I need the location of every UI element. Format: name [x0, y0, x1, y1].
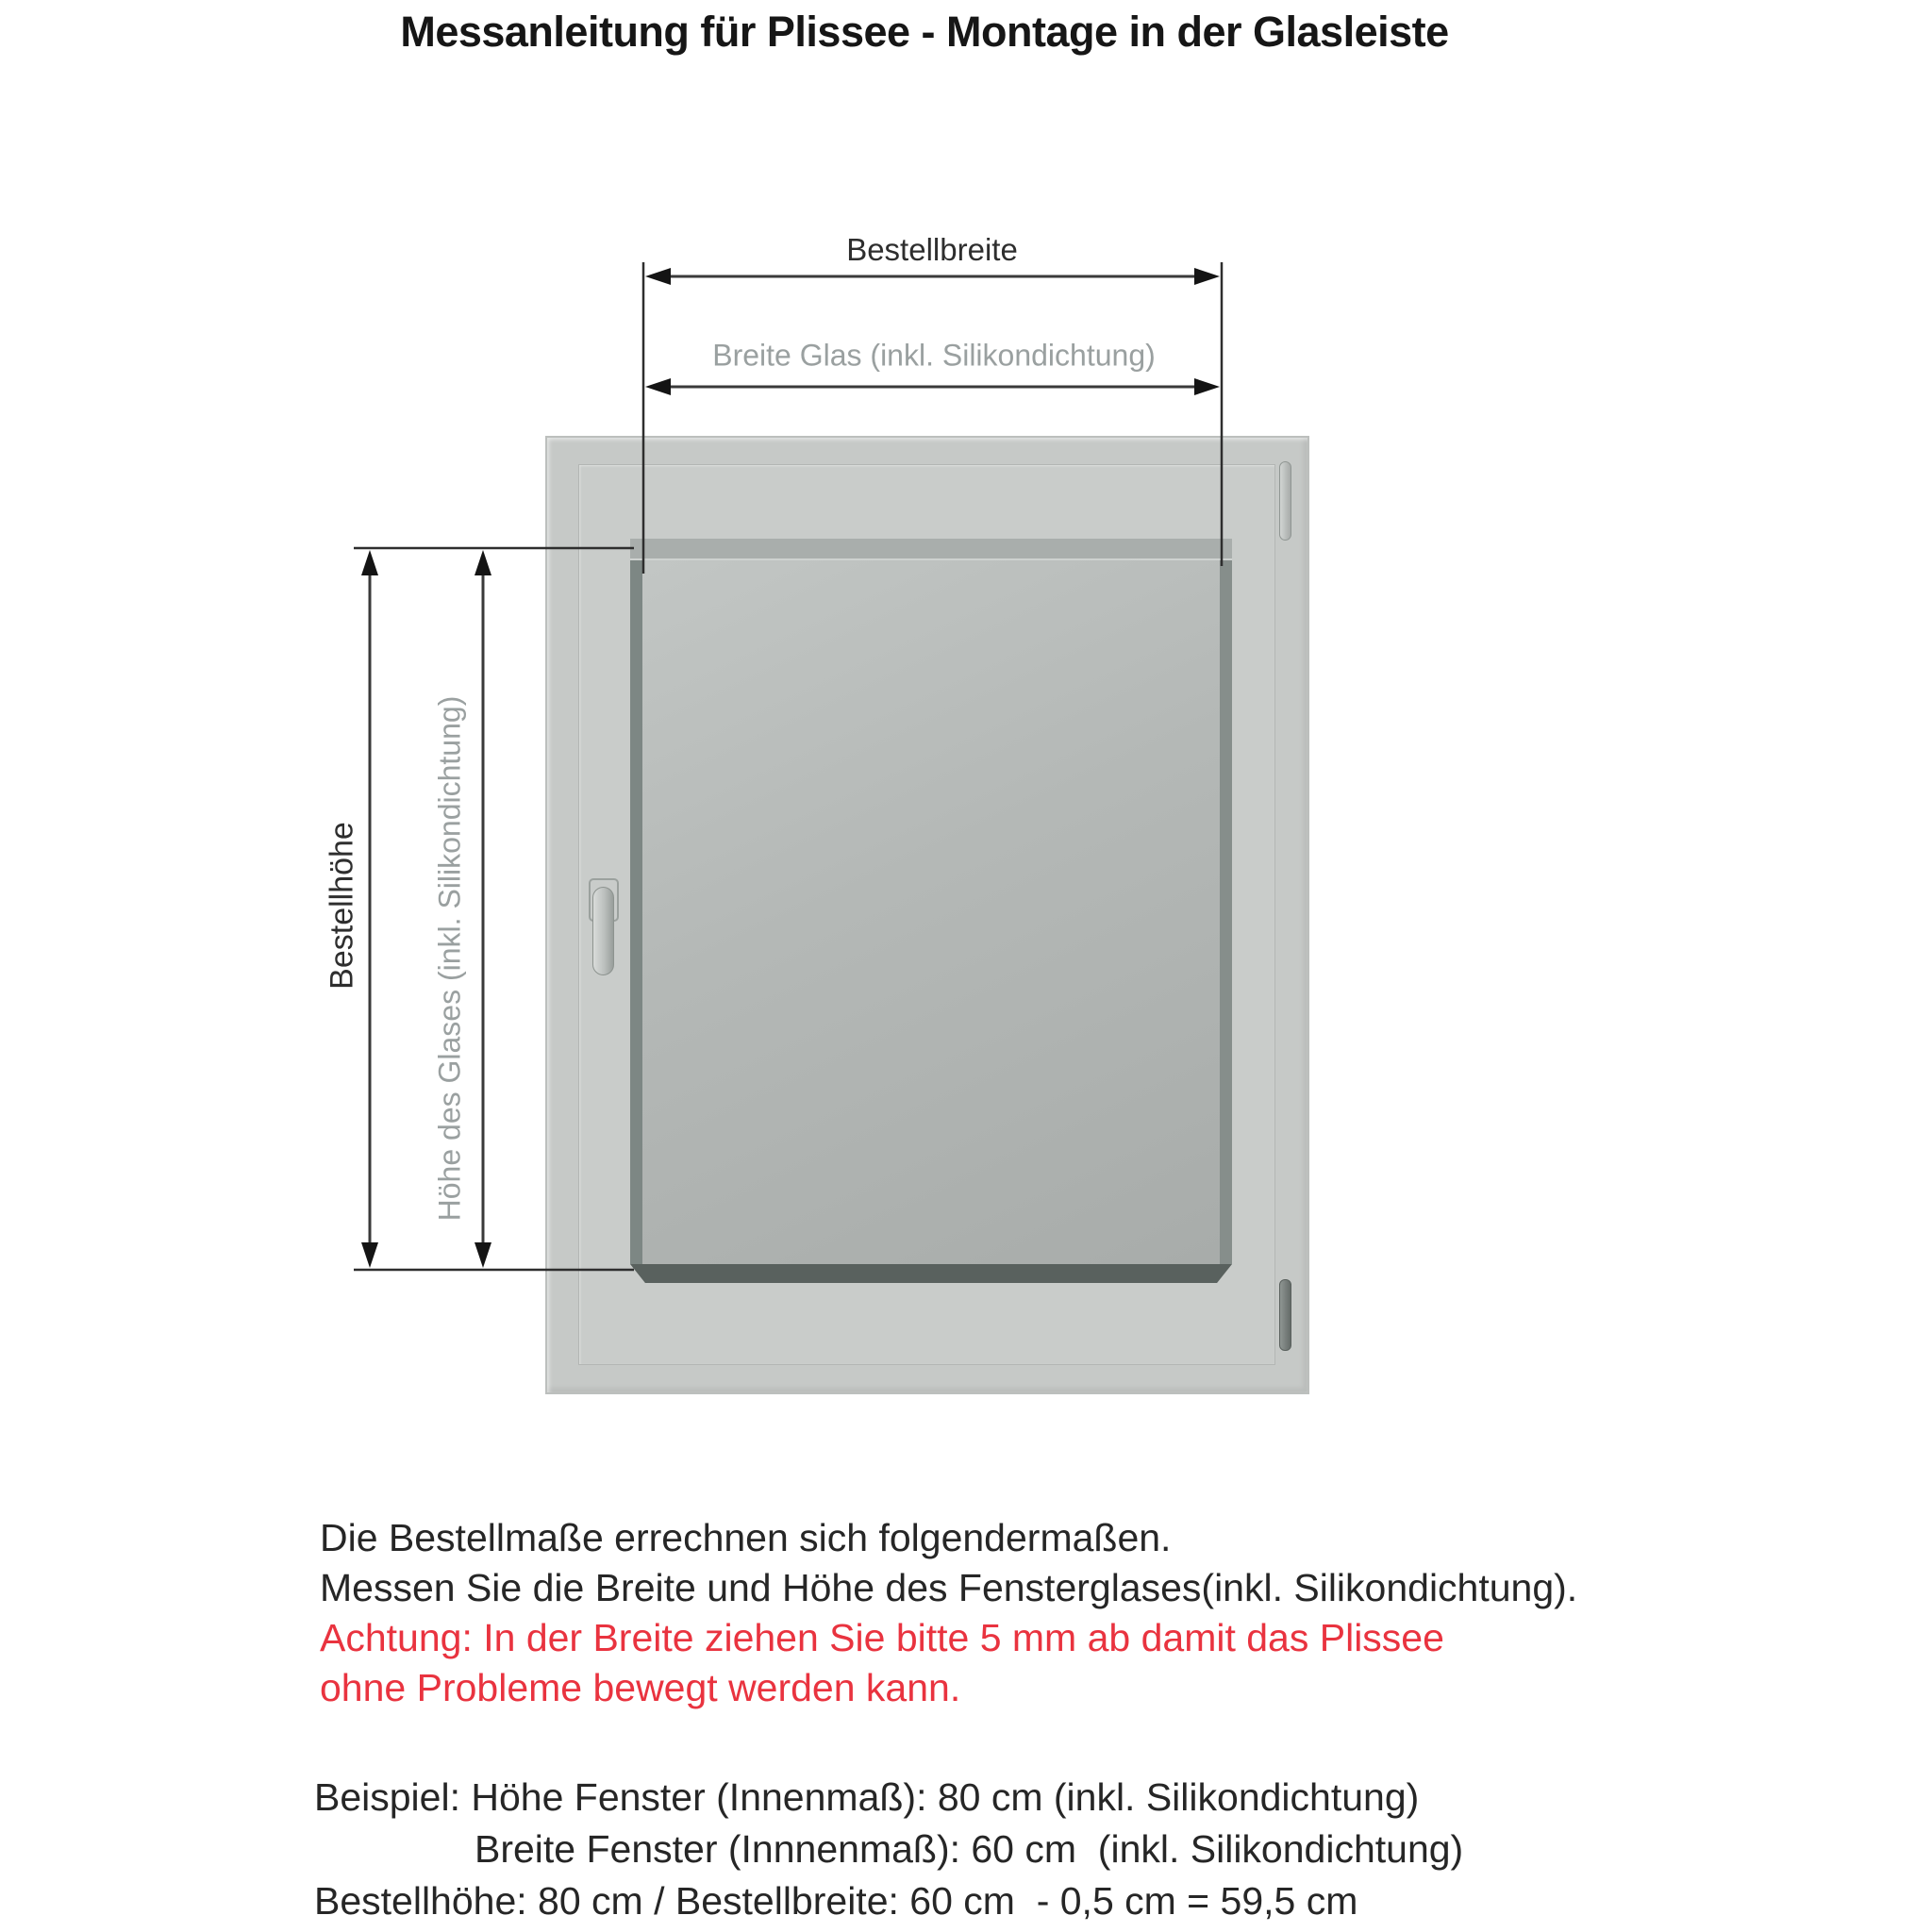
- example-line: Breite Fenster (Innnenmaß): 60 cm (inkl. Silikondichtung): [475, 1827, 1464, 1871]
- glass-height-label: Höhe des Glases (inkl. Silikondichtung): [432, 695, 467, 1222]
- glazing-bead-top: [630, 539, 1232, 560]
- example-line: Bestellhöhe: 80 cm / Bestellbreite: 60 cm - 0,5 cm = 59,5 cm: [314, 1879, 1358, 1923]
- window-hinge-bottom: [1279, 1279, 1291, 1351]
- arrow-up-icon: [361, 550, 378, 575]
- example-line: Beispiel: Höhe Fenster (Innenmaß): 80 cm (inkl. Silikondichtung): [314, 1775, 1420, 1819]
- arrow-left-icon: [645, 268, 671, 285]
- instruction-line: Messen Sie die Breite und Höhe des Fensterglases(inkl. Silikondichtung).: [320, 1566, 1578, 1609]
- arrow-left-icon: [645, 378, 671, 395]
- warning-line: Achtung: In der Breite ziehen Sie bitte 5 mm ab damit das Plissee: [320, 1616, 1444, 1659]
- glazing-bead-bottom: [630, 1264, 1232, 1283]
- window-handle-lever: [592, 887, 614, 975]
- example-text-block: [314, 1772, 1463, 1927]
- arrow-down-icon: [475, 1242, 491, 1268]
- order-width-label: Bestellbreite: [846, 232, 1018, 267]
- instruction-text-block: [320, 1513, 1577, 1713]
- arrow-up-icon: [475, 550, 491, 575]
- order-height-label: Bestellhöhe: [324, 822, 360, 990]
- window-glass-pane: [642, 560, 1220, 1264]
- glazing-bead-left: [630, 560, 642, 1264]
- window-hinge-top: [1279, 461, 1291, 541]
- warning-line: ohne Probleme bewegt werden kann.: [320, 1666, 961, 1709]
- glazing-bead-right: [1220, 560, 1232, 1264]
- arrow-right-icon: [1194, 378, 1220, 395]
- arrow-down-icon: [361, 1242, 378, 1268]
- page-title: Messanleitung für Plissee - Montage in der Glasleiste: [400, 8, 1449, 56]
- arrow-right-icon: [1194, 268, 1220, 285]
- glass-width-label: Breite Glas (inkl. Silikondichtung): [712, 338, 1156, 373]
- instruction-line: Die Bestellmaße errechnen sich folgendermaßen.: [320, 1516, 1172, 1559]
